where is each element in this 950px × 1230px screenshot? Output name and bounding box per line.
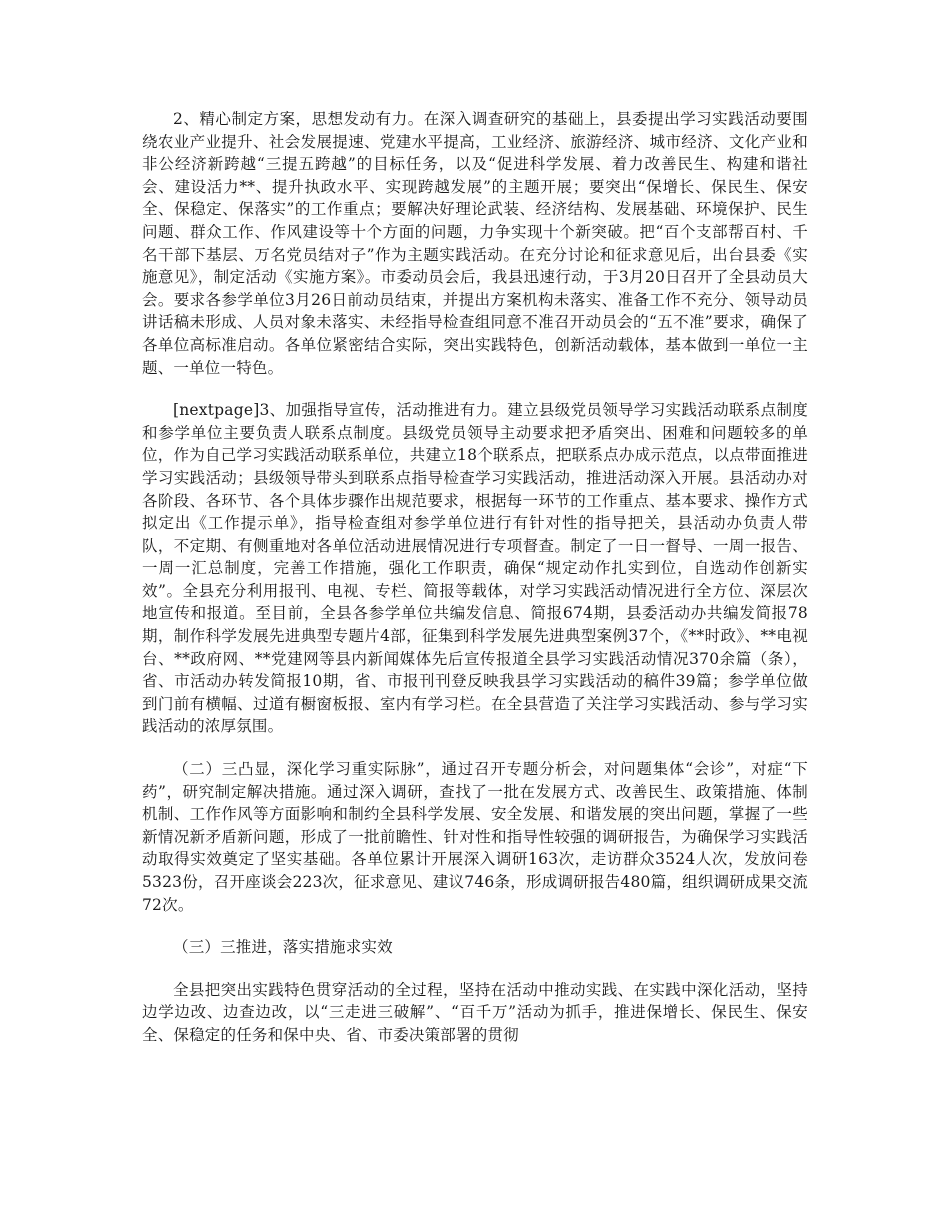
paragraph-guidance: [nextpage]3、加强指导宣传，活动推进有力。建立县级党员领导学习实践活动联系点制度和参学单位主要负责人联系点制度。县级党员领导主动要求把矛盾突出、困难和问题较多的单位，作为自己学习实践活动联系单位，共建立18个联系点，把联系点办成示范点，以点带面推进学习实践活动；县级领导带头到联系点指导检查学习实践活动，推进活动深入开展。县活动办对各阶段、各环节、各个具体步骤作出规范要求，根据每一环节的工作重点、基本要求、操作方式拟定出《工作提示单》，指导检查组对参学单位进行有针对性的指导把关，县活动办负责人带队，不定期、有侧重地对各单位活动进展情况进行专项督查。制定了一日一督导、一周一报告、一周一汇总制度，完善工作措施，强化工作职责，确保“规定动作扎实到位，自选动作创新实效”。全县充分利用报刊、电视、专栏、简报等载体，对学习实践活动情况进行全方位、深层次地宣传和报道。至目前，全县各参学单位共编发信息、简报674期，县委活动办共编发简报78期，制作科学发展先进典型专题片4部，征集到科学发展先进典型案例37个，《**时政》、**电视台、**政府网、**党建网等县内新闻媒体先后宣传报道全县学习实践活动情况370余篇（条），省、市活动办转发简报10期，省、市报刊刊登反映我县学习实践活动的稿件39篇；参学单位做到门前有横幅、过道有橱窗板报、室内有学习栏。在全县营造了关注学习实践活动、参与学习实践活动的浓厚氛围。: [142, 401, 808, 736]
paragraph-research: （二）三凸显，深化学习重实际脉”，通过召开专题分析会，对问题集体“会诊”，对症“下药”，研究制定解决措施。通过深入调研，查找了一批在发展方式、改善民生、政策措施、体制机制、工作作风等方面影响和制约全县科学发展、安全发展、和谐发展的突出问题，掌握了一些新情况新矛盾新问题，形成了一批前瞻性、针对性和指导性较强的调研报告，为确保学习实践活动取得实效奠定了坚实基础。各单位累计开展深入调研163次，走访群众3524人次，发放问卷5323份，召开座谈会223次，征求意见、建议746条，形成调研报告480篇，组织调研成果交流72次。: [142, 760, 808, 914]
paragraph-practice: 全县把突出实践特色贯穿活动的全过程，坚持在活动中推动实践、在实践中深化活动，坚持边学边改、边查边改，以“三走进三破解”、“百千万”活动为抓手，推进保增长、保民生、保安全、保稳定的任务和保中央、省、市委决策部署的贯彻: [142, 980, 808, 1044]
document-body: [142, 108, 808, 1067]
paragraph-plan: 2、精心制定方案，思想发动有力。在深入调查研究的基础上，县委提出学习实践活动要围绕农业产业提升、社会发展提速、党建水平提高，工业经济、旅游经济、城市经济、文化产业和非公经济新跨越“三提五跨越”的目标任务，以及“促进科学发展、着力改善民生、构建和谐社会、建设活力**、提升执政水平、实现跨越发展”的主题开展；要突出“保增长、保民生、保安全、保稳定、保落实”的工作重点；要解决好理论武装、经济结构、发展基础、环境保护、民生问题、群众工作、作风建设等十个方面的问题，力争实现十个新突破。把“百个支部帮百村、千名干部下基层、万名党员结对子”作为主题实践活动。在充分讨论和征求意见后，出台县委《实施意见》，制定活动《实施方案》。市委动员会后，我县迅速行动，于3月20日召开了全县动员大会。要求各参学单位3月26日前动员结束，并提出方案机构未落实、准备工作不充分、领导动员讲话稿未形成、人员对象未落实、未经指导检查组同意不准召开动员会的“五不准”要求，确保了各单位高标准启动。各单位紧密结合实际，突出实践特色，创新活动载体，基本做到一单位一主题、一单位一特色。: [142, 110, 808, 377]
section-heading: （三）三推进，落实措施求实效: [173, 938, 393, 957]
